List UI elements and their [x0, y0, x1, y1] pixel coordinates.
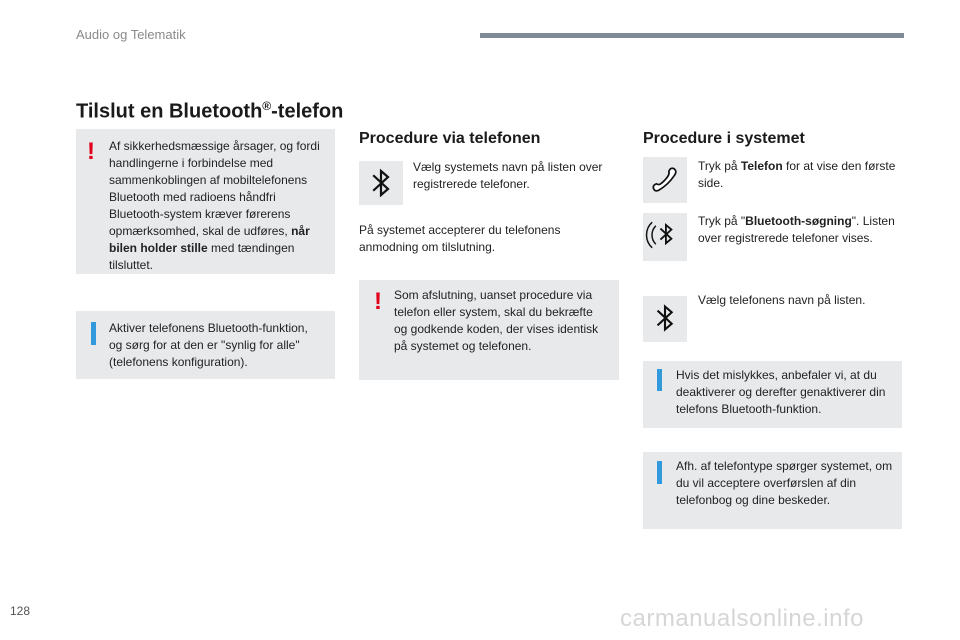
page-title-suffix: -telefon	[271, 100, 344, 123]
watermark: carmanualsonline.info	[620, 605, 864, 632]
bluetooth-info-box	[76, 311, 335, 379]
phonebook-info-box	[643, 452, 902, 529]
info-icon	[657, 461, 662, 484]
bluetooth-search-step-icon	[643, 213, 687, 261]
system-procedure-heading: Procedure i systemet	[643, 130, 805, 147]
system-step3-text: Vælg telefonens navn på listen.	[698, 293, 866, 307]
warning-icon: !	[374, 288, 382, 315]
header-rule	[480, 33, 904, 38]
system-step2-text: Tryk på "Bluetooth-søgning". Listen over registrerede telefoner vises.	[698, 214, 895, 245]
bluetooth-info-text: Aktiver telefonens Bluetooth-funktion, og sørg for at den er "synlig for alle" (telefonens konfiguration).	[109, 321, 308, 369]
info-icon	[91, 322, 96, 345]
phone-step-icon	[643, 157, 687, 203]
system-step1-text: Tryk på Telefon for at vise den første side.	[698, 159, 896, 190]
registered-mark: ®	[262, 99, 272, 113]
phonebook-info-text: Afh. af telefontype spørger systemet, om du vil acceptere overførslen af din telefonbog og dine beskeder.	[676, 459, 893, 507]
failure-info-text: Hvis det mislykkes, anbefaler vi, at du deaktiverer og derefter genaktiverer din telefons Bluetooth-funktion.	[676, 368, 886, 416]
code-warning-box	[359, 280, 619, 380]
page-number: 128	[10, 604, 31, 618]
safety-warning-text: Af sikkerhedsmæssige årsager, og fordi handlingerne i forbindelse med sammenkoblingen af mobiltelefonens Bluetooth med radioens håndfri Bluetooth-system kræver førerens opmærksomhed, skal de udføres, når bilen holder stille med tændingen tilsluttet.	[109, 139, 320, 272]
bluetooth-search-icon	[643, 213, 687, 257]
phone-accept-text: På systemet accepterer du telefonens anmodning om tilslutning.	[359, 223, 561, 254]
safety-warning-box	[76, 129, 335, 274]
phone-handset-icon	[643, 157, 687, 201]
bluetooth-select-step-icon	[643, 296, 687, 342]
info-icon	[657, 369, 662, 391]
section-header: Audio og Telematik	[76, 27, 186, 42]
bluetooth-step-icon	[359, 161, 403, 205]
phone-procedure-heading: Procedure via telefonen	[359, 130, 541, 147]
page-title	[76, 99, 343, 124]
phone-step1-text: Vælg systemets navn på listen over registrerede telefoner.	[413, 160, 603, 191]
code-warning-text: Som afslutning, uanset procedure via telefon eller system, skal du bekræfte og godkende koden, der vises identisk på systemet og telefonen.	[394, 288, 599, 353]
warning-icon: !	[87, 138, 95, 165]
bluetooth-icon	[643, 296, 687, 340]
bluetooth-icon	[359, 161, 403, 205]
failure-info-box	[643, 361, 902, 428]
page-title-main: Tilslut en Bluetooth	[76, 100, 263, 123]
